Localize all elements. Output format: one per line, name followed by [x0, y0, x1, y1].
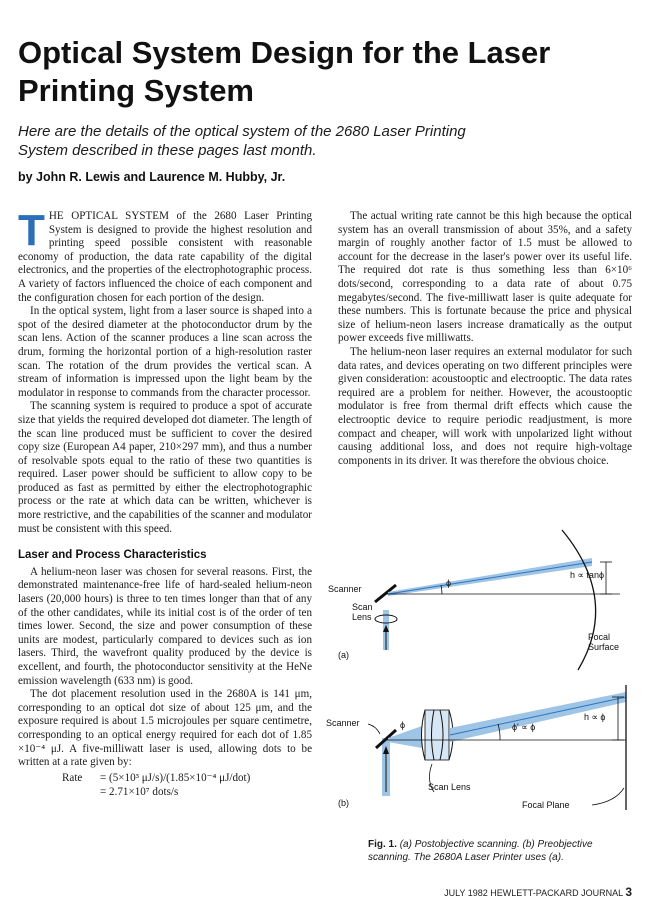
label-focal-plane: Focal Plane [522, 800, 570, 810]
scan-lens-b [422, 710, 454, 760]
paragraph: A helium-neon laser was chosen for several reasons. First, the demonstrated maintenance-free life of hard-sealed helium-neon lasers (20,000 hours) is three to ten times longer than that of any of the other candidates, while its initial cost is of the order of ten times lower. Second, the size and power consumption of these units are modest, particularly compared to devices such as ion lasers. Third, the wavefront quality produced by the device is excellent, and fourth, the photoconductor sensitivity at the HeNe emission wavelength (633 nm) is good. [18, 565, 312, 687]
rate-equation: Rate = (5×10³ μJ/s)/(1.85×10⁻⁴ μJ/dot) = 2.71×10⁷ dots/s [62, 771, 251, 798]
figure-diagram [330, 480, 640, 830]
scanned-beam-a [388, 558, 592, 596]
label-phi-b: ϕ [400, 720, 406, 730]
paragraph: The actual writing rate cannot be this high because the optical system has an overall transmission of about 35%, and a safety margin of roughly another factor of 1.5 must be allowed to account for the decrease in the laser's power over its useful life. The required dot rate is thus something less than 6×10⁶ dots/second, corresponding to a data rate of about 0.75 megabytes/second. The five-milliwatt laser is quite adequate for these numbers. This is fortunate because the price and physical size of helium-neon lasers increase dramatically as the output power exceeds five milliwatts. [338, 210, 632, 345]
drop-cap: T [18, 206, 45, 255]
left-column [18, 206, 312, 800]
page-footer [444, 885, 632, 899]
figure-caption [368, 838, 638, 864]
byline: by John R. Lewis and Laurence M. Hubby, Jr. [18, 170, 286, 184]
label-scanner-a: Scanner [328, 584, 362, 594]
label-panel-b: (b) [338, 798, 349, 808]
label-panel-a: (a) [338, 650, 349, 660]
paragraph: The dot placement resolution used in the 2680A is 141 μm, corresponding to an optical dot size of about 125 μm, and the exposure required is about 1.5 microjoules per square centimetre, corresponding to an optical energy required for each dot of 1.85 ×10⁻⁴ μJ. A five-milliwatt laser is used, allowing dots to be written at a rate given by: [18, 688, 312, 769]
figure-1 [326, 480, 640, 830]
paragraph: The helium-neon laser requires an external modulator for such data rates, and devices operating on two different principles were given consideration: acoustooptic and electrooptic. The data rates required are a problem for neither. However, the acoustooptic modulator is free from thermal drift effects which cause the electrooptic device to require periodic readjustment, is more compact and cheaper, will work with unpolarized light without causing additional loss, and does not require high-voltage components in its driver. It was therefore the obvious choice. [338, 345, 632, 467]
panel-a-diagram [375, 530, 620, 670]
label-h-a: h ∝ tanϕ [570, 570, 604, 580]
section-heading: Laser and Process Characteristics [18, 549, 207, 562]
paragraph: The scanning system is required to produce a spot of accurate size that yields the required developed dot diameter. The length of the scan line produced must be sufficient to cover the desired copy size (European A4 paper, 210×297 mm), and thus a number of resolvable spots equal to the ratio of these two quantities is required. Laser power should be sufficient to allow copy to be produced as fast as permitted by either the electrophotographic process or the rate at which data can be written, whichever is more restrictive, and the capabilities of the scanner and modulator must be consistent with this speed. [18, 400, 312, 535]
journal-name: JULY 1982 HEWLETT-PACKARD JOURNAL [444, 888, 623, 898]
paragraph: THE OPTICAL SYSTEM of the 2680 Laser Printing System is designed to provide the highest resolution and printing speed possible consistent with reasonable economy of production, the data rate capability of the digital electronics, and the properties of the electrophotographic process. A variety of factors influenced the choice of each component and the configuration chosen for each portion of the design. [18, 206, 312, 304]
right-column [338, 210, 632, 468]
panel-b-diagram [368, 685, 626, 810]
article-title: Optical System Design for the Laser Printing System [18, 35, 551, 108]
paragraph: In the optical system, light from a laser source is shaped into a spot of the desired diameter at the photoconductor drum by the scan lens. Action of the scanner produces a line scan across the drum, forming the horizontal portion of a high-resolution raster scan. The rotation of the drum provides the vertical scan. A stream of information is impressed upon the light beam by the modulator in response to commands from the character processor. [18, 305, 312, 399]
label-scan-lens-b: Scan Lens [428, 782, 471, 792]
label-h-b: h ∝ ϕ [584, 712, 606, 722]
page-number: 3 [625, 885, 632, 899]
article-subtitle: Here are the details of the optical system of the 2680 Laser Printing System described in these pages last month. [18, 123, 466, 159]
label-focal-surface: Focal Surface [588, 632, 620, 652]
label-phi-a: ϕ [446, 578, 452, 588]
label-scan-lens-a: Scan Lens [352, 602, 373, 622]
label-scanner-b: Scanner [326, 718, 360, 728]
label-phi-prime: ϕ' ∝ ϕ [512, 722, 536, 732]
figure-number: Fig. 1. [368, 839, 397, 850]
figure-caption-text: (a) Postobjective scanning. (b) Preobjective scanning. The 2680A Laser Printer uses (a). [368, 839, 593, 863]
